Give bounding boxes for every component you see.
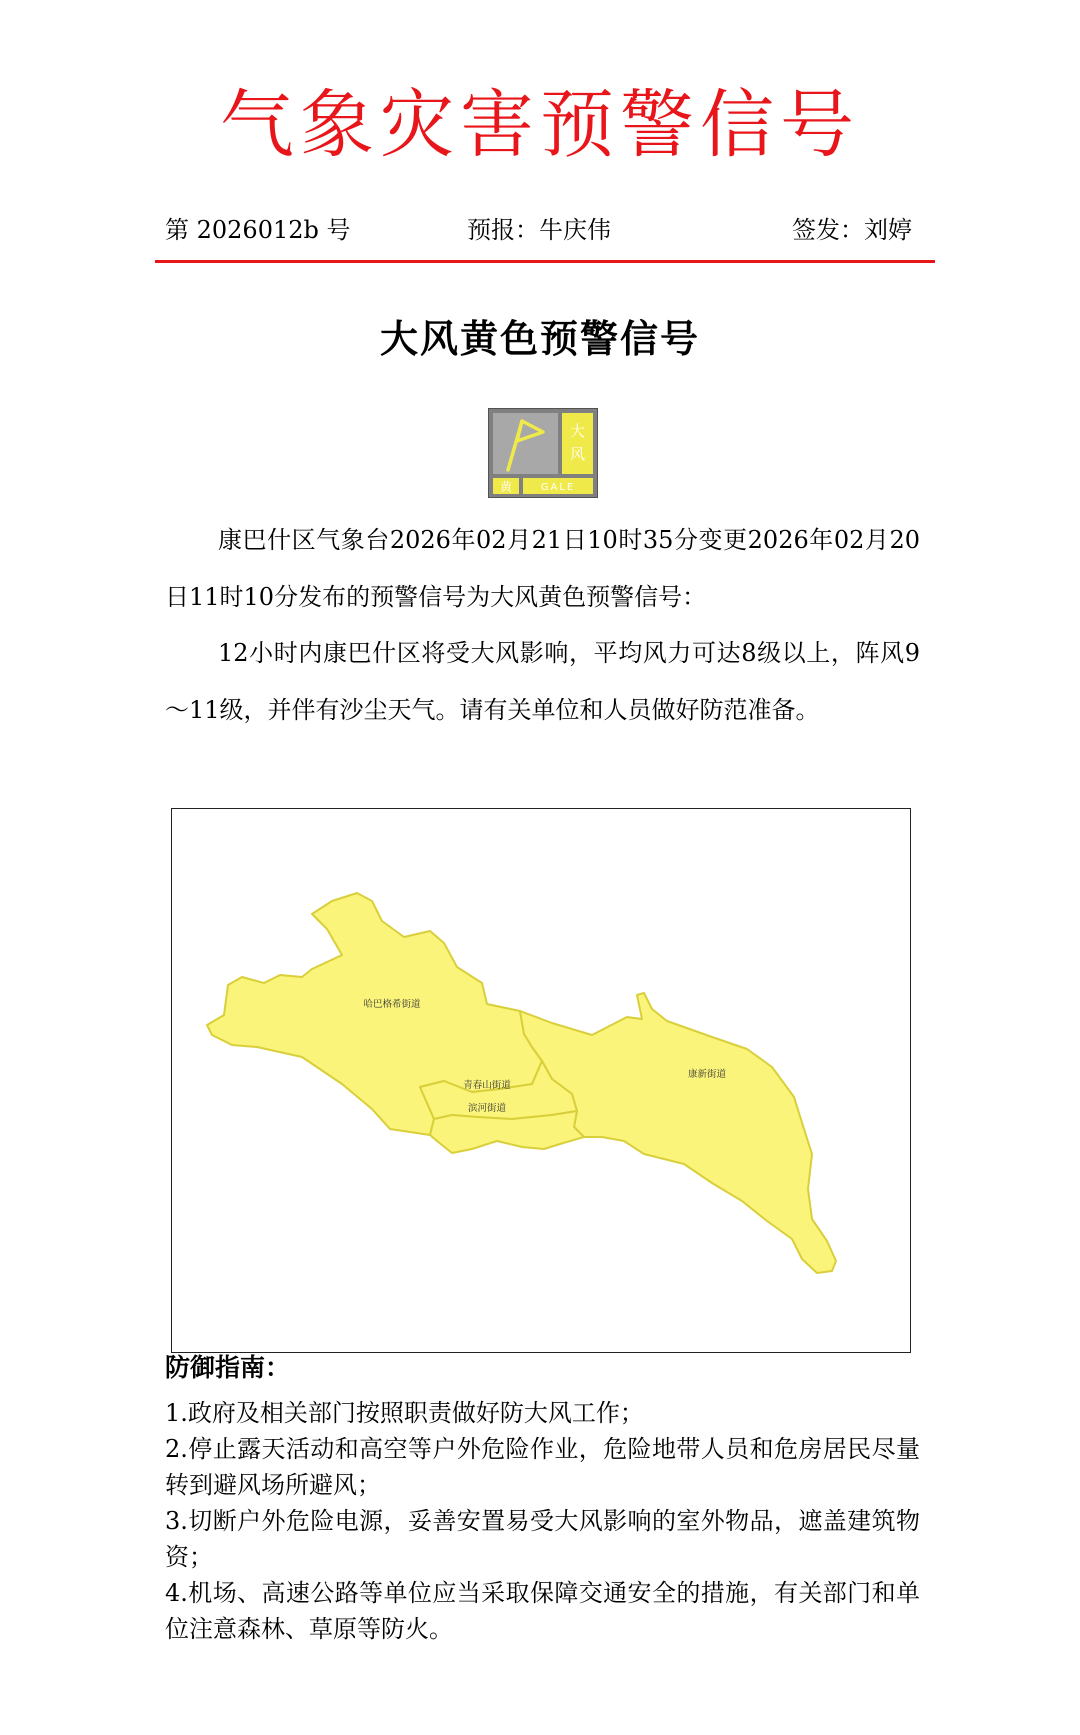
header-title: 气象灾害预警信号 <box>220 82 860 168</box>
signal-char-top: 大 <box>569 422 586 440</box>
document-title: 大风黄色预警信号 <box>379 316 700 361</box>
guide-heading: 防御指南： <box>165 1353 291 1382</box>
guide-item: 3.切断户外危险电源，妥善安置易受大风影响的室外物品，遮盖建筑物资； <box>165 1507 920 1571</box>
forecaster: 预报：牛庆伟 <box>467 216 611 244</box>
guide-item: 4.机场、高速公路等单位应当采取保障交通安全的措施，有关部门和单位注意森林、草原等防火。 <box>165 1579 920 1643</box>
signer: 签发：刘婷 <box>792 216 912 244</box>
region-label-binhe: 滨河街道 <box>467 1103 507 1114</box>
header-divider <box>155 260 935 263</box>
region-label-qingchunshan: 青春山街道 <box>463 1080 511 1091</box>
region-label-kangxin: 康新街道 <box>687 1069 727 1080</box>
paragraph-forecast: 12小时内康巴什区将受大风影响，平均风力可达8级以上，阵风9～11级，并伴有沙尘天气。请有关单位和人员做好防范准备。 <box>165 639 920 724</box>
signal-english: GALE <box>540 482 576 493</box>
issue-number: 第 2026012b 号 <box>165 216 351 244</box>
signal-char-bottom: 风 <box>569 445 586 463</box>
guide-item: 2.停止露天活动和高空等户外危险作业，危险地带人员和危房居民尽量转到避风场所避风； <box>165 1435 920 1499</box>
gale-yellow-warning-icon <box>488 408 598 498</box>
guide-list <box>165 1395 920 1647</box>
guide-item: 1.政府及相关部门按照职责做好防大风工作； <box>165 1399 644 1427</box>
warning-area-map <box>171 808 911 1353</box>
region-label-habagexi: 哈巴格希街道 <box>363 999 421 1010</box>
paragraph-issuance: 康巴什区气象台2026年02月21日10时35分变更2026年02月20日11时10分发布的预警信号为大风黄色预警信号： <box>165 526 920 611</box>
signal-level-char: 黄 <box>499 480 513 494</box>
